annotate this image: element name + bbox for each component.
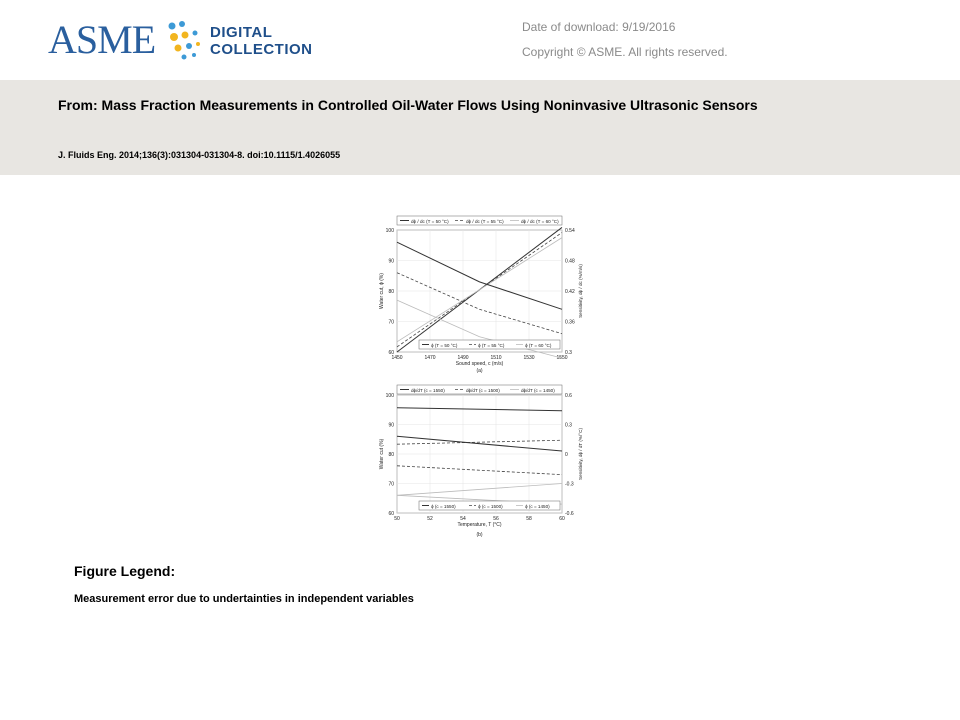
- logo-wordmark: ASME: [48, 17, 156, 62]
- x-tick-label: 56: [493, 516, 499, 522]
- legend-label: dϕ / dc (T = 50 °C): [411, 219, 449, 224]
- download-date: Date of download: 9/19/2016: [522, 20, 676, 34]
- y-tick-label: 90: [388, 422, 394, 429]
- y-tick-label: 100: [385, 228, 394, 234]
- legend-label: ϕ (T = 50 °C): [431, 343, 458, 348]
- x-tick-label: 52: [427, 516, 433, 522]
- y-tick-label: 70: [388, 481, 394, 488]
- legend-label: dϕ / dc (T = 55 °C): [466, 219, 504, 224]
- y2-axis-label: Sensitivity, dϕ / dT (%/°C): [578, 428, 583, 480]
- legend-label: ϕ (c = 1450): [525, 504, 550, 509]
- x-tick-label: 1450: [391, 355, 403, 361]
- legend-label: ϕ (c = 1550): [431, 504, 456, 509]
- x-tick-label: 1530: [523, 355, 535, 361]
- y2-tick-label: 0: [565, 452, 568, 458]
- x-tick-label: 1490: [457, 355, 469, 361]
- x-tick-label: 58: [526, 516, 532, 522]
- logo-sub-2: COLLECTION: [210, 41, 313, 58]
- article-title: From: Mass Fraction Measurements in Controlled Oil-Water Flows Using Noninvasive Ultrasonic Sensors: [58, 97, 758, 113]
- copyright-notice: Copyright © ASME. All rights reserved.: [522, 45, 728, 59]
- y2-tick-label: 0.42: [565, 289, 575, 295]
- y-axis-label: Water cut, ϕ (%): [379, 273, 385, 309]
- panel-label: (a): [476, 368, 483, 374]
- y-axis-label: Water cut (%): [379, 438, 385, 470]
- y-tick-label: 80: [388, 289, 394, 295]
- y-tick-label: 80: [388, 452, 394, 458]
- y2-tick-label: 0.6: [565, 393, 572, 399]
- y2-tick-label: 0.36: [565, 319, 575, 326]
- x-axis-label: Sound speed, c (m/s): [455, 361, 504, 367]
- legend-label: dϕ/dT (c = 1500): [466, 388, 500, 393]
- logo-sub-1: DIGITAL: [210, 24, 273, 41]
- y-tick-label: 100: [385, 393, 394, 399]
- x-tick-label: 1550: [556, 355, 568, 361]
- article-citation: J. Fluids Eng. 2014;136(3):031304-031304-8. doi:10.1115/1.4026055: [58, 150, 341, 160]
- y-tick-label: 60: [388, 350, 394, 356]
- x-tick-label: 60: [559, 516, 565, 522]
- y2-axis-label: Sensitivity, dϕ / dc (%/m/s): [578, 264, 583, 318]
- y2-tick-label: 0.54: [565, 228, 575, 234]
- logo-collection-text: [210, 24, 313, 58]
- article-info-band: [0, 80, 960, 175]
- y-tick-label: 90: [388, 258, 394, 265]
- legend-label: dϕ / dc (T = 60 °C): [521, 219, 559, 224]
- figure-legend-text: Measurement error due to undertainties in independent variables: [74, 593, 414, 605]
- x-axis-label: Temperature, T (°C): [457, 522, 502, 528]
- figure-legend-heading: Figure Legend:: [74, 563, 176, 579]
- x-tick-label: 1470: [424, 355, 436, 361]
- logo-dots-icon: [166, 18, 206, 62]
- y2-tick-label: -0.6: [565, 511, 574, 517]
- x-tick-label: 50: [394, 516, 400, 522]
- legend-label: dϕ/dT (c = 1550): [411, 388, 445, 393]
- y2-tick-label: 0.3: [565, 422, 572, 429]
- y2-tick-label: 0.48: [565, 258, 575, 265]
- x-tick-label: 1510: [490, 355, 502, 361]
- y-tick-label: 70: [388, 319, 394, 326]
- asme-logo: [48, 10, 328, 70]
- legend-label: ϕ (T = 55 °C): [478, 343, 505, 348]
- legend-label: dϕ/dT (c = 1450): [521, 388, 555, 393]
- legend-label: ϕ (T = 60 °C): [525, 343, 552, 348]
- legend-label: ϕ (c = 1500): [478, 504, 503, 509]
- panel-label: (b): [476, 532, 483, 538]
- y-tick-label: 60: [388, 511, 394, 517]
- x-tick-label: 54: [460, 516, 466, 522]
- y2-tick-label: 0.3: [565, 350, 572, 356]
- figure-charts: [360, 200, 600, 550]
- y2-tick-label: -0.3: [565, 481, 574, 488]
